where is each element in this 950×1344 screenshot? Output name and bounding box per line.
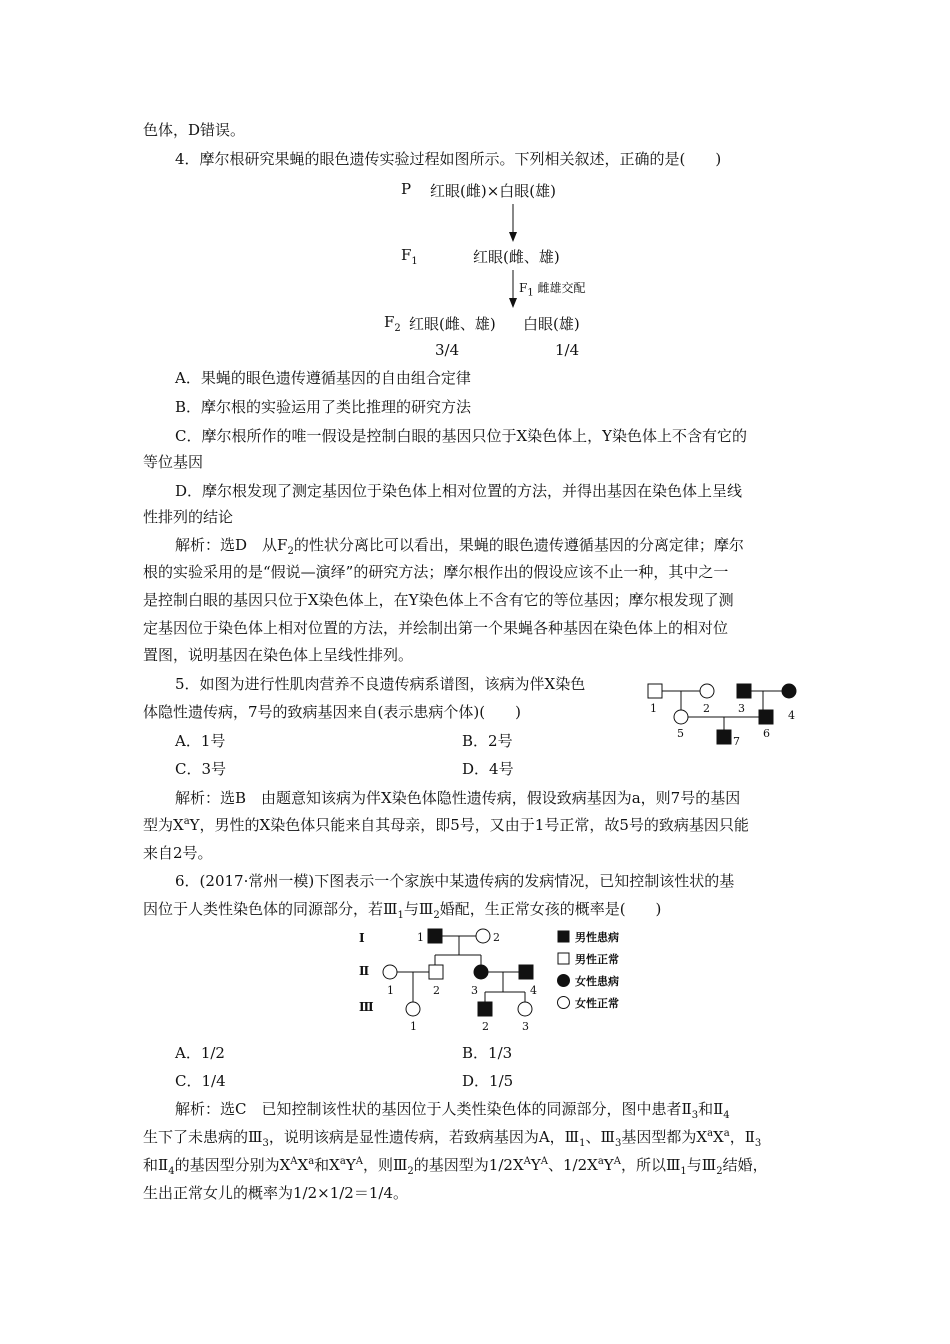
option-5d: D．4号 xyxy=(462,760,514,778)
label: 2 xyxy=(703,702,710,715)
ratio-red: 3/4 xyxy=(435,341,460,359)
answer-4-line: 根的实验采用的是“假说—演绎”的研究方法；摩尔根作出的假设应该不止一种，其中之一 xyxy=(143,563,729,581)
individual-6 xyxy=(759,710,773,724)
gen2-individual-3 xyxy=(474,965,488,979)
generation-label: Ⅰ xyxy=(359,931,365,945)
label: 4 xyxy=(788,709,795,722)
individual-2 xyxy=(700,684,714,698)
label: 6 xyxy=(763,727,770,740)
option-6c: C．1/4 xyxy=(175,1072,226,1090)
legend-affected-female-icon xyxy=(558,975,570,987)
legend-label: 女性患病 xyxy=(575,975,619,988)
answer-5-line: 来自2号。 xyxy=(143,844,213,862)
generation-label: Ⅲ xyxy=(359,1000,374,1014)
gen2-individual-2 xyxy=(429,965,443,979)
answer-4-line: 是控制白眼的基因只位于X染色体上，在Y染色体上不含有它的等位基因；摩尔根发现了测 xyxy=(143,591,734,609)
option-4a: A．果蝇的眼色遗传遵循基因的自由组合定律 xyxy=(175,369,471,387)
option-6a: A．1/2 xyxy=(175,1044,225,1062)
label: 7 xyxy=(733,735,740,748)
label: 5 xyxy=(677,727,684,740)
answer-4-line: 定基因位于染色体上相对位置的方法，并绘制出第一个果蝇各种基因在染色体上的相对位 xyxy=(143,619,729,637)
label: 1 xyxy=(650,702,657,715)
gen2-individual-4 xyxy=(519,965,533,979)
individual-3 xyxy=(737,684,751,698)
option-6d: D．1/5 xyxy=(462,1072,514,1090)
legend-label: 男性患病 xyxy=(575,931,619,944)
f1-result: 红眼(雌、雄) xyxy=(473,248,560,266)
f2-red: 红眼(雌、雄) xyxy=(409,315,496,333)
gen1-individual-1 xyxy=(428,929,442,943)
label: 3 xyxy=(471,984,478,997)
answer-4-line: 置图，说明基因在染色体上呈线性排列。 xyxy=(143,646,414,664)
p-cross: 红眼(雌)×白眼(雄) xyxy=(430,182,556,200)
gen3-individual-2 xyxy=(478,1002,492,1016)
legend-affected-male-icon xyxy=(558,931,569,942)
gen3-individual-3 xyxy=(518,1002,532,1016)
f1-label: $F_1$ xyxy=(401,246,418,267)
answer-4: 解析：选D 从$F_2$的性状分离比可以看出，果蝇的眼色遗传遵循基因的分离定律；摩尔 xyxy=(175,536,744,557)
individual-7 xyxy=(717,730,731,744)
arrow-head xyxy=(509,298,517,308)
answer-5: 解析：选B 由题意知该病为伴X染色体隐性遗传病，假设致病基因为a，则7号的基因 xyxy=(175,789,741,807)
option-4c: C．摩尔根所作的唯一假设是控制白眼的基因只位于X染色体上，Y染色体上不含有它的 xyxy=(175,427,748,445)
option-4b: B．摩尔根的实验运用了类比推理的研究方法 xyxy=(175,398,472,416)
gen3-individual-1 xyxy=(406,1002,420,1016)
question-5-cont: 体隐性遗传病，7号的致病基因来自(表示患病个体)( ) xyxy=(143,703,521,721)
legend-normal-female-icon xyxy=(558,997,570,1009)
label: 4 xyxy=(530,984,537,997)
option-4c-cont: 等位基因 xyxy=(143,453,204,471)
option-4d-cont: 性排列的结论 xyxy=(143,508,234,526)
pedigree-6 xyxy=(355,922,645,1037)
question-5: 5．如图为进行性肌肉营养不良遗传病系谱图，该病为伴X染色 xyxy=(175,675,586,693)
pedigree-5 xyxy=(640,676,810,756)
answer-6-line: 生下了未患病的$Ⅲ_3$，说明该病是显性遗传病，若致病基因为A，$Ⅲ_1$、$Ⅲ_3$基因型都为$X^aX^a$，$Ⅱ_3$ xyxy=(143,1128,762,1149)
individual-1 xyxy=(648,684,662,698)
question-4: 4．摩尔根研究果蝇的眼色遗传实验过程如图所示。下列相关叙述，正确的是( ) xyxy=(175,150,722,168)
generation-label: Ⅱ xyxy=(359,964,370,978)
answer-6: 解析：选C 已知控制该性状的基因位于人类性染色体的同源部分，图中患者$Ⅱ_3$和$Ⅱ_4$ xyxy=(175,1100,730,1121)
f2-label: $F_2$ xyxy=(384,313,401,334)
option-6b: B．1/3 xyxy=(462,1044,513,1062)
label: 2 xyxy=(433,984,440,997)
mating-note: $F_1$ 雌雄交配 xyxy=(519,281,586,299)
answer-6-line: 生出正常女儿的概率为1/2×1/2＝1/4。 xyxy=(143,1184,408,1202)
option-5c: C．3号 xyxy=(175,760,227,778)
gen1-individual-2 xyxy=(476,929,490,943)
question-6-cont: 因位于人类性染色体的同源部分，若$Ⅲ_1$与$Ⅲ_2$婚配，生正常女孩的概率是( ) xyxy=(143,900,662,921)
gen2-individual-1 xyxy=(383,965,397,979)
option-5b: B．2号 xyxy=(462,732,513,750)
ratio-white: 1/4 xyxy=(555,341,580,359)
answer-6-line: 和$Ⅱ_4$的基因型分别为$X^AX^a$和$X^aY^A$，则$Ⅲ_2$的基因型为$1/2X^AY^A$、$1/2X^aY^A$，所以$Ⅲ_1$与$Ⅲ_2$结婚， xyxy=(143,1156,768,1177)
legend-normal-male-icon xyxy=(558,953,569,964)
label: 1 xyxy=(387,984,394,997)
individual-5 xyxy=(674,710,688,724)
option-4d: D．摩尔根发现了测定基因位于染色体上相对位置的方法，并得出基因在染色体上呈线 xyxy=(175,482,743,500)
arrow-head xyxy=(509,232,517,242)
answer-5-line: 型为$X^aY$，男性的X染色体只能来自其母亲，即5号，又由于1号正常，故5号的致病基因只能 xyxy=(143,816,749,834)
text-line: 色体，D错误。 xyxy=(143,121,246,139)
label: 3 xyxy=(738,702,745,715)
individual-4 xyxy=(782,684,796,698)
arrows xyxy=(505,200,525,320)
option-5a: A．1号 xyxy=(175,732,226,750)
legend-label: 女性正常 xyxy=(575,997,619,1010)
p-label: P xyxy=(401,180,412,198)
label: 1 xyxy=(410,1020,417,1033)
label: 2 xyxy=(482,1020,489,1033)
label: 2 xyxy=(493,931,500,944)
f2-white: 白眼(雄) xyxy=(523,315,580,333)
label: 1 xyxy=(417,931,424,944)
legend-label: 男性正常 xyxy=(575,953,619,966)
label: 3 xyxy=(522,1020,529,1033)
question-6: 6．(2017·常州一模)下图表示一个家族中某遗传病的发病情况，已知控制该性状的基 xyxy=(175,872,735,890)
